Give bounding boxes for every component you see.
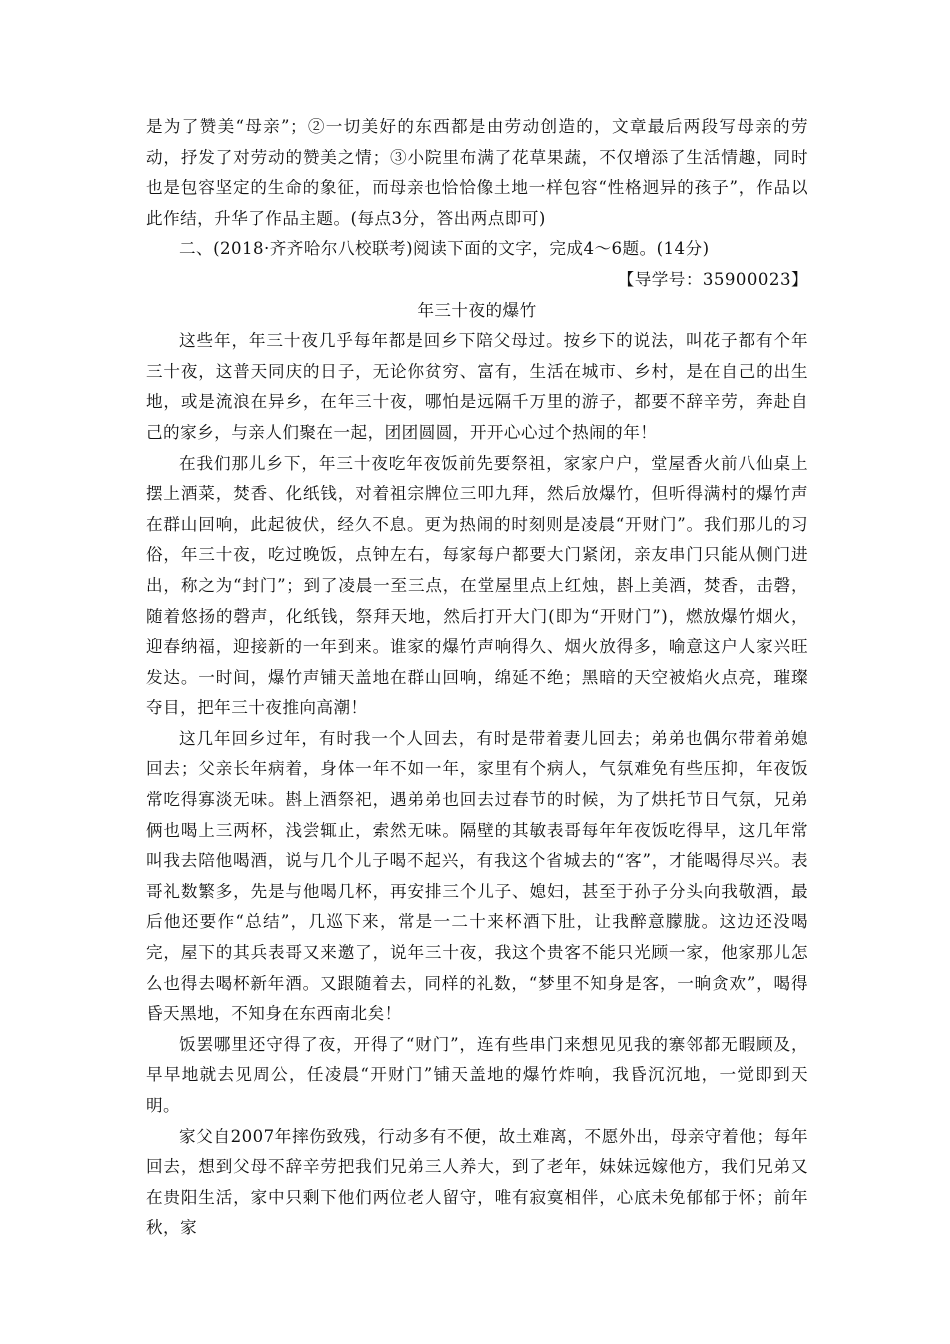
question-intro: 二、(2018·齐齐哈尔八校联考)阅读下面的文字，完成4～6题。(14分) [179,239,710,259]
article-title: 年三十夜的爆竹 [417,300,537,320]
answer-continuation: 是为了赞美“母亲”；②一切美好的东西都是由劳动创造的，文章最后两段写母亲的劳动，抒发了对劳动的赞美之情；③小院里布满了花草果蔬，不仅增添了生活情趣，同时也是包容坚定的生命的象征，而母亲也恰恰像土地一样包容“性格迥异的孩子”，作品以此作结，升华了作品主题。(每点3分，答出两点即可) [146,117,808,228]
article-paragraph-1: 这些年，年三十夜几乎每年都是回乡下陪父母过。按乡下的说法，叫花子都有个年三十夜，这普天同庆的日子，无论你贫穷、富有，生活在城市、乡村，是在自己的出生地，或是流浪在异乡，在年三十夜，哪怕是远隔千万里的游子，都要不辞辛劳，奔赴自己的家乡，与亲人们聚在一起，团团圆圆，开开心心过个热闹的年！ [146,331,808,442]
article-paragraph-4: 饭罢哪里还守得了夜，开得了“财门”，连有些串门来想见见我的寨邻都无暇顾及，早早地就去见周公，任凌晨“开财门”铺天盖地的爆竹炸响，我昏沉沉地，一觉即到天明。 [146,1034,808,1115]
document-page [146,112,808,1244]
guide-number: 【导学号：35900023】 [617,269,808,289]
article-paragraph-3: 这几年回乡过年，有时我一个人回去，有时是带着妻儿回去；弟弟也偶尔带着弟媳回去；父亲长年病着，身体一年不如一年，家里有个病人，气氛难免有些压抑，年夜饭常吃得寡淡无味。斟上酒祭祀，遇弟弟也回去过春节的时候，为了烘托节日气氛，兄弟俩也喝上三两杯，浅尝辄止，索然无味。隔壁的其敏表哥每年年夜饭吃得早，这几年常叫我去陪他喝酒，说与几个儿子喝不起兴，有我这个省城去的“客”，才能喝得尽兴。表哥礼数繁多，先是与他喝几杯，再安排三个儿子、媳妇，甚至于孙子分头向我敬酒，最后他还要作“总结”，几巡下来，常是一二十来杯酒下肚，让我醉意朦胧。这边还没喝完，屋下的其兵表哥又来邀了，说年三十夜，我这个贵客不能只光顾一家，他家那儿怎么也得去喝杯新年酒。又跟随着去，同样的礼数，“梦里不知身是客，一晌贪欢”，喝得昏天黑地，不知身在东西南北矣！ [146,728,808,1024]
article-paragraph-2: 在我们那儿乡下，年三十夜吃年夜饭前先要祭祖，家家户户，堂屋香火前八仙桌上摆上酒菜，焚香、化纸钱，对着祖宗牌位三叩九拜，然后放爆竹，但听得满村的爆竹声在群山回响，此起彼伏，经久不息。更为热闹的时刻则是凌晨“开财门”。我们那儿的习俗，年三十夜，吃过晚饭，点钟左右，每家每户都要大门紧闭，亲友串门只能从侧门进出，称之为“封门”；到了凌晨一至三点，在堂屋里点上红烛，斟上美酒，焚香，击磬，随着悠扬的磬声，化纸钱，祭拜天地，然后打开大门(即为“开财门”)，燃放爆竹烟火，迎春纳福，迎接新的一年到来。谁家的爆竹声响得久、烟火放得多，喻意这户人家兴旺发达。一时间，爆竹声铺天盖地在群山回响，绵延不绝；黑暗的天空被焰火点亮，璀璨夺目，把年三十夜推向高潮！ [146,453,808,718]
article-paragraph-5: 家父自2007年摔伤致残，行动多有不便，故土难离，不愿外出，母亲守着他；每年回去，想到父母不辞辛劳把我们兄弟三人养大，到了老年，妹妹远嫁他方，我们兄弟又在贵阳生活，家中只剩下他们两位老人留守，唯有寂寞相伴，心底未免郁郁于怀；前年秋，家 [146,1126,808,1238]
